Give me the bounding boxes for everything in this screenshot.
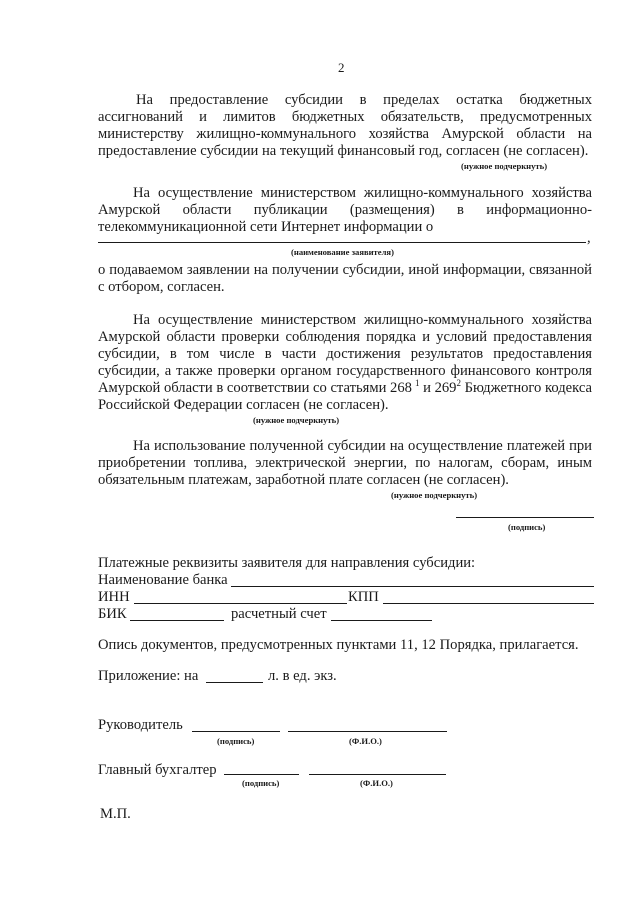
page-number: 2 bbox=[338, 60, 345, 75]
p4-line-2: приобретении топлива, электрической энергии, по налогам, сборам, иным bbox=[98, 455, 592, 471]
head-signature-caption: (подпись) bbox=[217, 736, 255, 746]
p3-caption: (нужное подчеркнуть) bbox=[253, 415, 340, 425]
p3-line-2: Амурской области проверки соблюдения порядка и условий предоставления bbox=[98, 329, 592, 345]
inn-label: ИНН bbox=[98, 589, 130, 605]
applicant-name-line[interactable] bbox=[98, 242, 586, 243]
bank-name-field[interactable] bbox=[231, 586, 594, 587]
p1-caption: (нужное подчеркнуть) bbox=[461, 161, 548, 171]
applicant-name-caption: (наименование заявителя) bbox=[291, 247, 394, 257]
head-name-caption: (Ф.И.О.) bbox=[349, 736, 382, 746]
p4-caption: (нужное подчеркнуть) bbox=[391, 490, 478, 500]
account-field[interactable] bbox=[331, 620, 432, 621]
accountant-signature-field[interactable] bbox=[224, 774, 299, 775]
accountant-label: Главный бухгалтер bbox=[98, 762, 217, 778]
article-269-superscript: 2 bbox=[456, 378, 461, 389]
p1-line-2: ассигнований и лимитов бюджетных обязательств, предусмотренных bbox=[98, 109, 592, 125]
appendix-suffix: л. в ед. экз. bbox=[268, 668, 337, 684]
p3-line-5-c: Бюджетного кодекса bbox=[460, 380, 592, 396]
head-name-field[interactable] bbox=[288, 731, 447, 732]
article-268-superscript: 1 bbox=[414, 378, 420, 389]
accountant-name-field[interactable] bbox=[309, 774, 446, 775]
p4-line-3: обязательным платежам, заработной плате согласен (не согласен). bbox=[98, 472, 509, 488]
p3-line-4: субсидии, а также проверки органом государственного финансового контроля bbox=[98, 363, 592, 379]
p1-line-4: предоставление субсидии на текущий финансовый год, согласен (не согласен). bbox=[98, 143, 589, 159]
p3-line-5-b: и 269 bbox=[419, 380, 457, 396]
p2-comma: , bbox=[587, 230, 591, 246]
head-signature-field[interactable] bbox=[192, 731, 280, 732]
p3-line-5-a: Амурской области в соответствии со статьями 268 bbox=[98, 380, 412, 396]
p2-line-5: с отбором, согласен. bbox=[98, 279, 225, 295]
p2-line-1: На осуществление министерством жилищно-коммунального хозяйства bbox=[133, 185, 592, 201]
appendix-sheets-field[interactable] bbox=[206, 682, 263, 683]
stamp-placeholder: М.П. bbox=[100, 806, 131, 822]
account-label: расчетный счет bbox=[231, 606, 327, 622]
p2-line-3: телекоммуникационной сети Интернет информации о bbox=[98, 219, 434, 235]
bank-name-label: Наименование банка bbox=[98, 572, 228, 588]
inn-field[interactable] bbox=[134, 603, 347, 604]
inventory-text: Опись документов, предусмотренных пунктами 11, 12 Порядка, прилагается. bbox=[98, 637, 579, 653]
kpp-field[interactable] bbox=[383, 603, 594, 604]
p2-line-2: Амурской области публикации (размещения) в информационно- bbox=[98, 202, 592, 218]
bik-label: БИК bbox=[98, 606, 127, 622]
appendix-prefix: Приложение: на bbox=[98, 668, 199, 684]
signature-line[interactable] bbox=[456, 517, 594, 518]
p4-line-1: На использование полученной субсидии на осуществление платежей при bbox=[133, 438, 592, 454]
p3-line-1: На осуществление министерством жилищно-коммунального хозяйства bbox=[133, 312, 592, 328]
p1-line-1: На предоставление субсидии в пределах остатка бюджетных bbox=[136, 92, 592, 108]
head-label: Руководитель bbox=[98, 717, 183, 733]
accountant-signature-caption: (подпись) bbox=[242, 778, 280, 788]
p3-line-3: субсидии, в том числе в части достижения результатов предоставления bbox=[98, 346, 592, 362]
p3-line-6: Российской Федерации согласен (не согласен). bbox=[98, 397, 389, 413]
accountant-name-caption: (Ф.И.О.) bbox=[360, 778, 393, 788]
p3-line-5 bbox=[98, 380, 592, 397]
bik-field[interactable] bbox=[130, 620, 224, 621]
p3-line-5-rest bbox=[415, 380, 592, 397]
bank-details-heading: Платежные реквизиты заявителя для направления субсидии: bbox=[98, 555, 476, 571]
kpp-label: КПП bbox=[348, 589, 379, 605]
p2-line-4: о подаваемом заявлении на получении субсидии, иной информации, связанной bbox=[98, 262, 592, 278]
signature-caption: (подпись) bbox=[508, 522, 546, 532]
p1-line-3: министерству жилищно-коммунального хозяйства Амурской области на bbox=[98, 126, 592, 142]
